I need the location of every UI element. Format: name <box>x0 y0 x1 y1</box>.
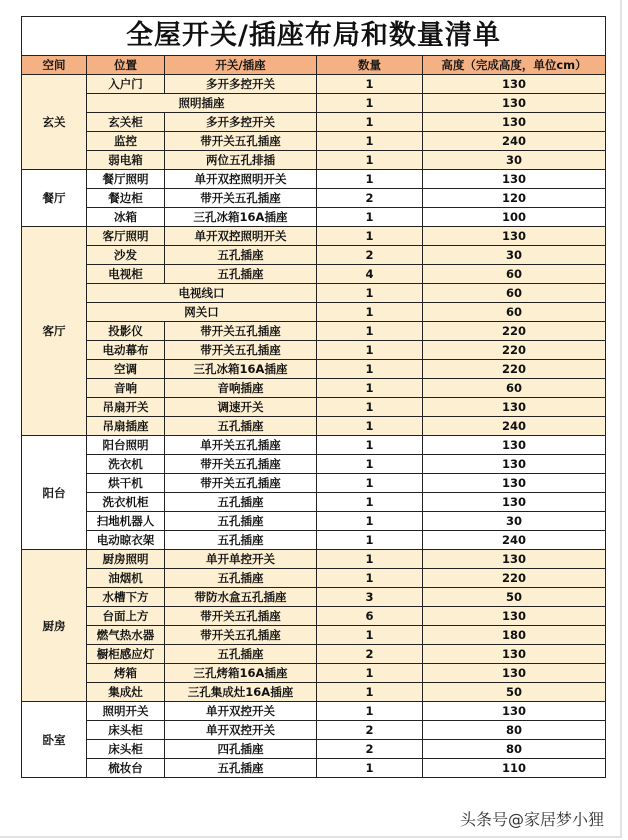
table-row <box>22 626 606 645</box>
header-space: 空间 <box>22 56 87 75</box>
quantity-cell: 3 <box>317 588 423 607</box>
table-row <box>22 740 606 759</box>
position-type-cell: 照明插座 <box>87 94 317 113</box>
type-cell: 多开多控开关 <box>165 113 317 132</box>
table-row <box>22 151 606 170</box>
position-cell: 燃气热水器 <box>87 626 165 645</box>
type-cell: 五孔插座 <box>165 265 317 284</box>
type-cell: 五孔插座 <box>165 493 317 512</box>
type-cell: 五孔插座 <box>165 531 317 550</box>
space-cell: 阳台 <box>22 436 87 550</box>
quantity-cell: 1 <box>317 284 423 303</box>
type-cell: 带防水盒五孔插座 <box>165 588 317 607</box>
quantity-cell: 1 <box>317 341 423 360</box>
height-cell: 130 <box>423 398 606 417</box>
height-cell: 130 <box>423 113 606 132</box>
type-cell: 五孔插座 <box>165 645 317 664</box>
height-cell: 80 <box>423 721 606 740</box>
table-row <box>22 550 606 569</box>
table-row <box>22 569 606 588</box>
table-row <box>22 208 606 227</box>
quantity-cell: 1 <box>317 683 423 702</box>
table-row <box>22 607 606 626</box>
position-cell: 餐厅照明 <box>87 170 165 189</box>
space-cell: 客厅 <box>22 227 87 436</box>
table-row <box>22 398 606 417</box>
height-cell: 60 <box>423 284 606 303</box>
quantity-cell: 1 <box>317 759 423 778</box>
type-cell: 三孔冰箱16A插座 <box>165 208 317 227</box>
quantity-cell: 1 <box>317 360 423 379</box>
type-cell: 单开双控开关 <box>165 702 317 721</box>
height-cell: 130 <box>423 607 606 626</box>
position-cell: 餐边柜 <box>87 189 165 208</box>
table-row <box>22 303 606 322</box>
height-cell: 60 <box>423 379 606 398</box>
space-cell: 餐厅 <box>22 170 87 227</box>
table-row <box>22 132 606 151</box>
quantity-cell: 1 <box>317 417 423 436</box>
type-cell: 两位五孔排插 <box>165 151 317 170</box>
height-cell: 130 <box>423 474 606 493</box>
quantity-cell: 1 <box>317 569 423 588</box>
type-cell: 五孔插座 <box>165 759 317 778</box>
table-row <box>22 664 606 683</box>
table-row <box>22 683 606 702</box>
position-cell: 橱柜感应灯 <box>87 645 165 664</box>
position-cell: 油烟机 <box>87 569 165 588</box>
type-cell: 多开多控开关 <box>165 75 317 94</box>
quantity-cell: 1 <box>317 702 423 721</box>
quantity-cell: 1 <box>317 550 423 569</box>
position-cell: 电动幕布 <box>87 341 165 360</box>
height-cell: 130 <box>423 645 606 664</box>
type-cell: 三孔烤箱16A插座 <box>165 664 317 683</box>
table-row <box>22 341 606 360</box>
header-type: 开关/插座 <box>165 56 317 75</box>
type-cell: 单开双控照明开关 <box>165 227 317 246</box>
position-cell: 照明开关 <box>87 702 165 721</box>
height-cell: 130 <box>423 493 606 512</box>
quantity-cell: 2 <box>317 645 423 664</box>
table-row <box>22 189 606 208</box>
height-cell: 130 <box>423 455 606 474</box>
quantity-cell: 1 <box>317 493 423 512</box>
table-row <box>22 227 606 246</box>
type-cell: 带开关五孔插座 <box>165 132 317 151</box>
height-cell: 120 <box>423 189 606 208</box>
quantity-cell: 1 <box>317 303 423 322</box>
table-row <box>22 474 606 493</box>
type-cell: 三孔集成灶16A插座 <box>165 683 317 702</box>
position-cell: 阳台照明 <box>87 436 165 455</box>
position-type-cell: 电视线口 <box>87 284 317 303</box>
table-row <box>22 721 606 740</box>
position-cell: 电视柜 <box>87 265 165 284</box>
table-row <box>22 284 606 303</box>
height-cell: 100 <box>423 208 606 227</box>
position-cell: 台面上方 <box>87 607 165 626</box>
table-row <box>22 75 606 94</box>
height-cell: 220 <box>423 341 606 360</box>
height-cell: 130 <box>423 664 606 683</box>
table-row <box>22 113 606 132</box>
height-cell: 220 <box>423 360 606 379</box>
type-cell: 五孔插座 <box>165 246 317 265</box>
type-cell: 带开关五孔插座 <box>165 455 317 474</box>
position-cell: 投影仪 <box>87 322 165 341</box>
type-cell: 单开双控开关 <box>165 721 317 740</box>
type-cell: 五孔插座 <box>165 417 317 436</box>
height-cell: 110 <box>423 759 606 778</box>
position-cell: 烘干机 <box>87 474 165 493</box>
height-cell: 80 <box>423 740 606 759</box>
position-cell: 入户门 <box>87 75 165 94</box>
position-cell: 梳妆台 <box>87 759 165 778</box>
quantity-cell: 1 <box>317 436 423 455</box>
position-cell: 音响 <box>87 379 165 398</box>
quantity-cell: 1 <box>317 455 423 474</box>
table-row <box>22 531 606 550</box>
height-cell: 220 <box>423 322 606 341</box>
table-row <box>22 417 606 436</box>
height-cell: 30 <box>423 151 606 170</box>
height-cell: 130 <box>423 75 606 94</box>
height-cell: 30 <box>423 246 606 265</box>
watermark: 头条号@家居梦小狸 <box>459 810 604 829</box>
table-row <box>22 512 606 531</box>
table-row <box>22 436 606 455</box>
position-cell: 玄关柜 <box>87 113 165 132</box>
quantity-cell: 1 <box>317 664 423 683</box>
position-cell: 弱电箱 <box>87 151 165 170</box>
quantity-cell: 1 <box>317 151 423 170</box>
position-cell: 吊扇插座 <box>87 417 165 436</box>
space-cell: 玄关 <box>22 75 87 170</box>
header-quantity: 数量 <box>317 56 423 75</box>
position-cell: 客厅照明 <box>87 227 165 246</box>
position-cell: 冰箱 <box>87 208 165 227</box>
position-cell: 吊扇开关 <box>87 398 165 417</box>
type-cell: 带开关五孔插座 <box>165 626 317 645</box>
quantity-cell: 1 <box>317 531 423 550</box>
quantity-cell: 1 <box>317 398 423 417</box>
quantity-cell: 1 <box>317 75 423 94</box>
space-cell: 卧室 <box>22 702 87 778</box>
quantity-cell: 6 <box>317 607 423 626</box>
header-height: 高度（完成高度，单位cm） <box>423 56 606 75</box>
quantity-cell: 1 <box>317 208 423 227</box>
position-cell: 集成灶 <box>87 683 165 702</box>
quantity-cell: 1 <box>317 626 423 645</box>
table-row <box>22 94 606 113</box>
position-cell: 沙发 <box>87 246 165 265</box>
position-cell: 洗衣机 <box>87 455 165 474</box>
height-cell: 60 <box>423 303 606 322</box>
table-row <box>22 360 606 379</box>
type-cell: 五孔插座 <box>165 569 317 588</box>
position-cell: 床头柜 <box>87 721 165 740</box>
height-cell: 130 <box>423 702 606 721</box>
table-row <box>22 246 606 265</box>
table-row <box>22 759 606 778</box>
table-row <box>22 493 606 512</box>
table-row <box>22 265 606 284</box>
position-cell: 床头柜 <box>87 740 165 759</box>
header-position: 位置 <box>87 56 165 75</box>
quantity-cell: 1 <box>317 132 423 151</box>
table-row <box>22 170 606 189</box>
type-cell: 单开双控照明开关 <box>165 170 317 189</box>
quantity-cell: 2 <box>317 246 423 265</box>
table-row <box>22 702 606 721</box>
position-cell: 烤箱 <box>87 664 165 683</box>
type-cell: 三孔冰箱16A插座 <box>165 360 317 379</box>
height-cell: 240 <box>423 417 606 436</box>
height-cell: 240 <box>423 132 606 151</box>
table-row <box>22 379 606 398</box>
position-type-cell: 网关口 <box>87 303 317 322</box>
height-cell: 50 <box>423 683 606 702</box>
quantity-cell: 1 <box>317 227 423 246</box>
type-cell: 五孔插座 <box>165 512 317 531</box>
table-title: 全屋开关/插座布局和数量清单 <box>22 17 606 56</box>
quantity-cell: 1 <box>317 474 423 493</box>
quantity-cell: 1 <box>317 322 423 341</box>
checklist-table <box>21 16 606 778</box>
position-cell: 厨房照明 <box>87 550 165 569</box>
height-cell: 130 <box>423 170 606 189</box>
type-cell: 四孔插座 <box>165 740 317 759</box>
position-cell: 扫地机器人 <box>87 512 165 531</box>
position-cell: 水槽下方 <box>87 588 165 607</box>
height-cell: 130 <box>423 94 606 113</box>
header-row <box>22 56 606 75</box>
type-cell: 单开单控开关 <box>165 550 317 569</box>
height-cell: 130 <box>423 550 606 569</box>
height-cell: 180 <box>423 626 606 645</box>
table-row <box>22 588 606 607</box>
position-cell: 洗衣机柜 <box>87 493 165 512</box>
position-cell: 电动晾衣架 <box>87 531 165 550</box>
height-cell: 30 <box>423 512 606 531</box>
height-cell: 60 <box>423 265 606 284</box>
quantity-cell: 1 <box>317 512 423 531</box>
space-cell: 厨房 <box>22 550 87 702</box>
table-row <box>22 645 606 664</box>
position-cell: 空调 <box>87 360 165 379</box>
height-cell: 240 <box>423 531 606 550</box>
quantity-cell: 1 <box>317 379 423 398</box>
quantity-cell: 1 <box>317 94 423 113</box>
type-cell: 带开关五孔插座 <box>165 474 317 493</box>
height-cell: 130 <box>423 227 606 246</box>
type-cell: 音响插座 <box>165 379 317 398</box>
type-cell: 带开关五孔插座 <box>165 189 317 208</box>
table-row <box>22 455 606 474</box>
table-row <box>22 322 606 341</box>
quantity-cell: 2 <box>317 721 423 740</box>
height-cell: 220 <box>423 569 606 588</box>
quantity-cell: 2 <box>317 189 423 208</box>
height-cell: 130 <box>423 436 606 455</box>
quantity-cell: 4 <box>317 265 423 284</box>
type-cell: 调速开关 <box>165 398 317 417</box>
height-cell: 50 <box>423 588 606 607</box>
type-cell: 带开关五孔插座 <box>165 322 317 341</box>
quantity-cell: 1 <box>317 113 423 132</box>
type-cell: 单开关五孔插座 <box>165 436 317 455</box>
type-cell: 带开关五孔插座 <box>165 607 317 626</box>
quantity-cell: 1 <box>317 170 423 189</box>
position-cell: 监控 <box>87 132 165 151</box>
type-cell: 带开关五孔插座 <box>165 341 317 360</box>
quantity-cell: 2 <box>317 740 423 759</box>
